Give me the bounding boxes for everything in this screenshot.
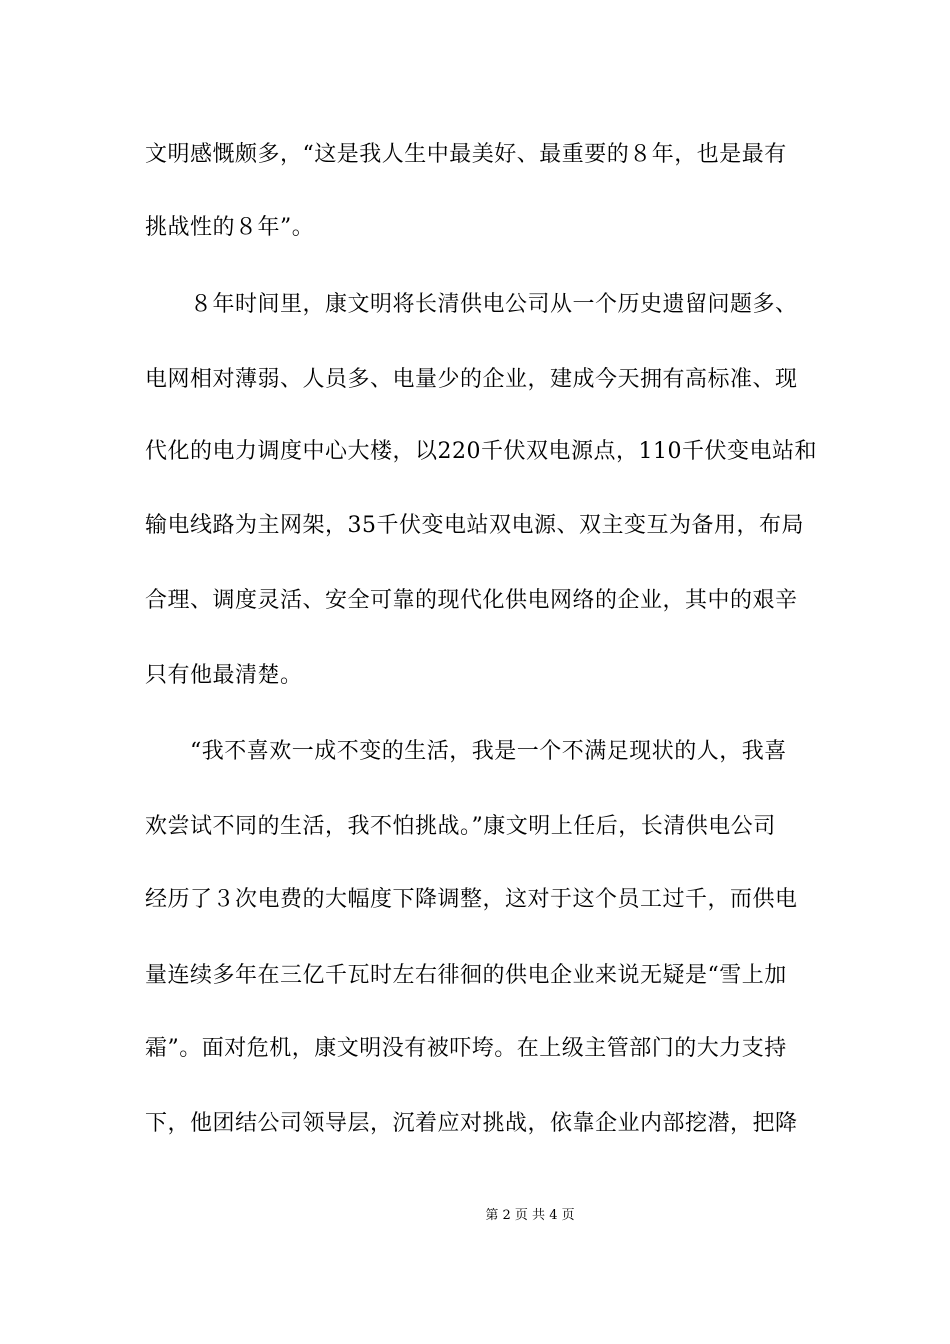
text-line-7: 合理、调度灵活、安全可靠的现代化供电网络的企业，其中的艰辛 — [145, 588, 798, 613]
page-footer: 第 2 页 共 4 页 — [485, 1208, 575, 1223]
text-line-2: 挑战性的８年”。 — [145, 215, 315, 240]
text-line-3: ８年时间里，康文明将长清供电公司从一个历史遗留问题多、 — [145, 292, 798, 317]
text-line-4: 电网相对薄弱、人员多、电量少的企业，建成今天拥有高标准、现 — [145, 367, 798, 392]
text-line-1: 文明感慨颇多，“这是我人生中最美好、最重要的８年，也是最有 — [145, 142, 787, 167]
text-line-6: 输电线路为主网架，35千伏变电站双电源、双主变互为备用，布局 — [145, 513, 804, 538]
text-line-8: 只有他最清楚。 — [145, 663, 303, 688]
text-line-14: 下，他团结公司领导层，沉着应对挑战，依靠企业内部挖潜，把降 — [145, 1111, 798, 1136]
text-line-12: 量连续多年在三亿千瓦时左右徘徊的供电企业来说无疑是“雪上加 — [145, 963, 787, 988]
text-line-10: 欢尝试不同的生活，我不怕挑战。”康文明上任后，长清供电公司 — [145, 814, 776, 839]
text-line-13: 霜”。面对危机，康文明没有被吓垮。在上级主管部门的大力支持 — [145, 1036, 787, 1061]
text-line-5: 代化的电力调度中心大楼，以220千伏双电源点，110千伏变电站和 — [145, 439, 817, 464]
text-line-11: 经历了３次电费的大幅度下降调整，这对于这个员工过千，而供电 — [145, 887, 798, 912]
text-line-9: “我不喜欢一成不变的生活，我是一个不满足现状的人，我喜 — [145, 739, 787, 764]
